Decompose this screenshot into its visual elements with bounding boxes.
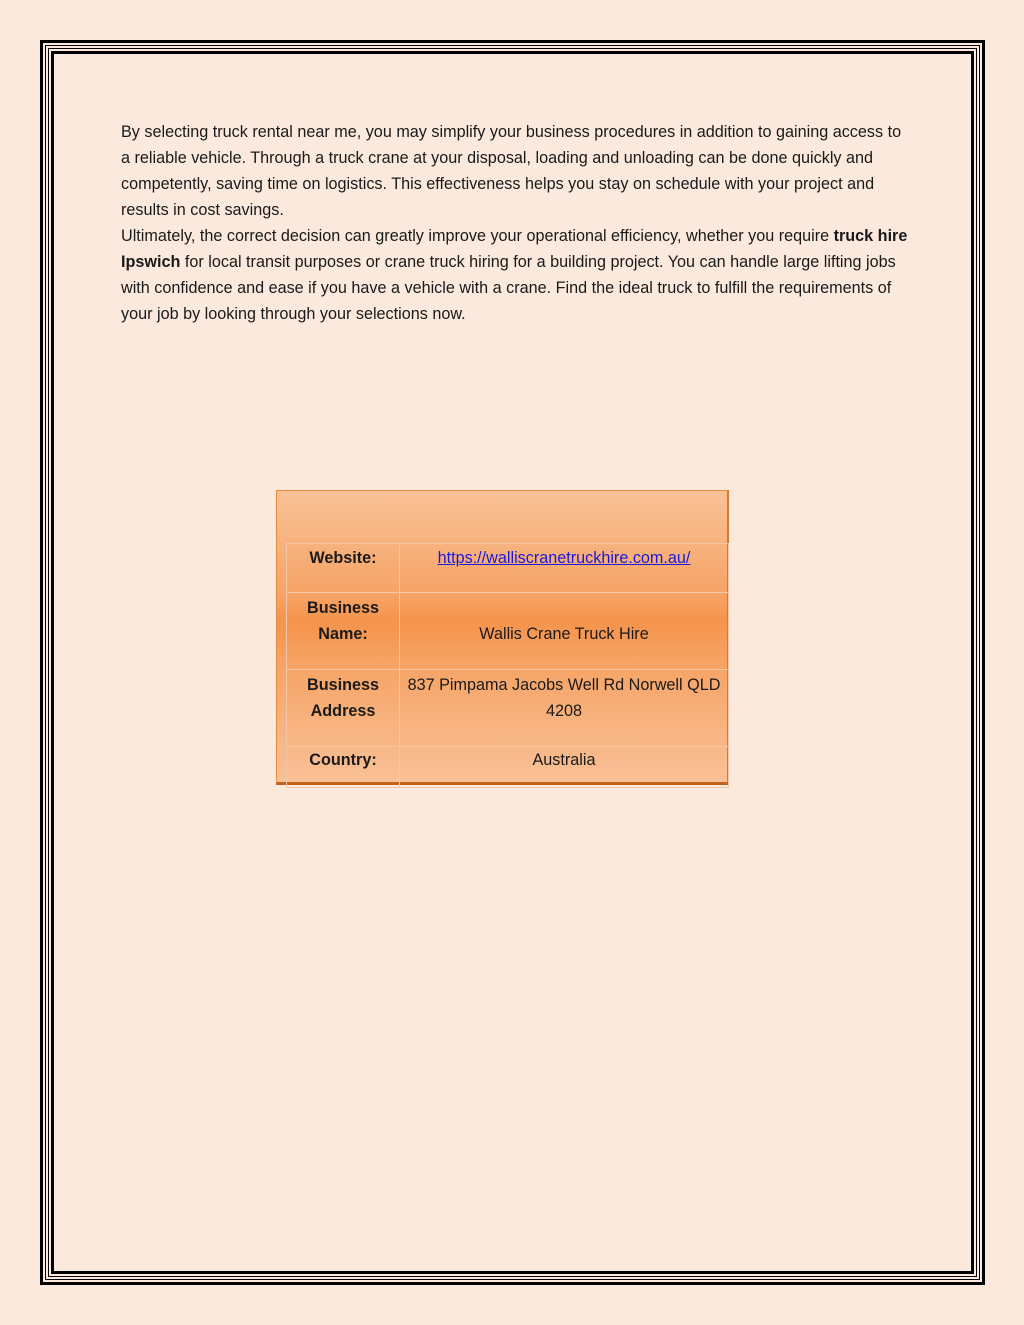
- business-info-card: [276, 490, 729, 785]
- website-link[interactable]: https://walliscranetruckhire.com.au/: [437, 549, 691, 567]
- country-label: Country:: [287, 747, 400, 788]
- business-name-cell: [400, 593, 729, 670]
- body-text: [121, 119, 911, 327]
- table-row-business-address: [287, 670, 729, 747]
- table-row-country: [287, 747, 729, 788]
- paragraph-intro: By selecting truck rental near me, you may simplify your business procedures in addition to gaining access to a reliable vehicle. Through a truck crane at your disposal, loading and unloading can be done quickly and competently, saving time on logistics. This effectiveness helps you stay on schedule with your project and results in cost savings.: [121, 123, 902, 219]
- business-address-value: 837 Pimpama Jacobs Well Rd Norwell QLD 4208: [400, 670, 729, 747]
- paragraph-conclusion-start: Ultimately, the correct decision can greatly improve your operational efficiency, whether you require: [121, 227, 834, 245]
- business-address-label: Business Address: [287, 670, 400, 747]
- business-name-label: Business Name:: [287, 593, 400, 670]
- business-info-table: [286, 543, 729, 788]
- paragraph-conclusion-end: for local transit purposes or crane truck hiring for a building project. You can handle large lifting jobs with confidence and ease if you have a vehicle with a crane. Find the ideal truck to fulfill the requirements of your job by looking through your selections now.: [121, 253, 896, 323]
- table-row-business-name: [287, 593, 729, 670]
- keyword-link-text: truck hire Ipswich: [121, 227, 908, 271]
- website-label: Website:: [287, 544, 400, 593]
- table-row-website: [287, 544, 729, 593]
- website-value-cell: [400, 544, 729, 593]
- business-name-value: Wallis Crane Truck Hire: [479, 625, 649, 643]
- country-value: Australia: [400, 747, 729, 788]
- paragraph-conclusion: [121, 223, 911, 327]
